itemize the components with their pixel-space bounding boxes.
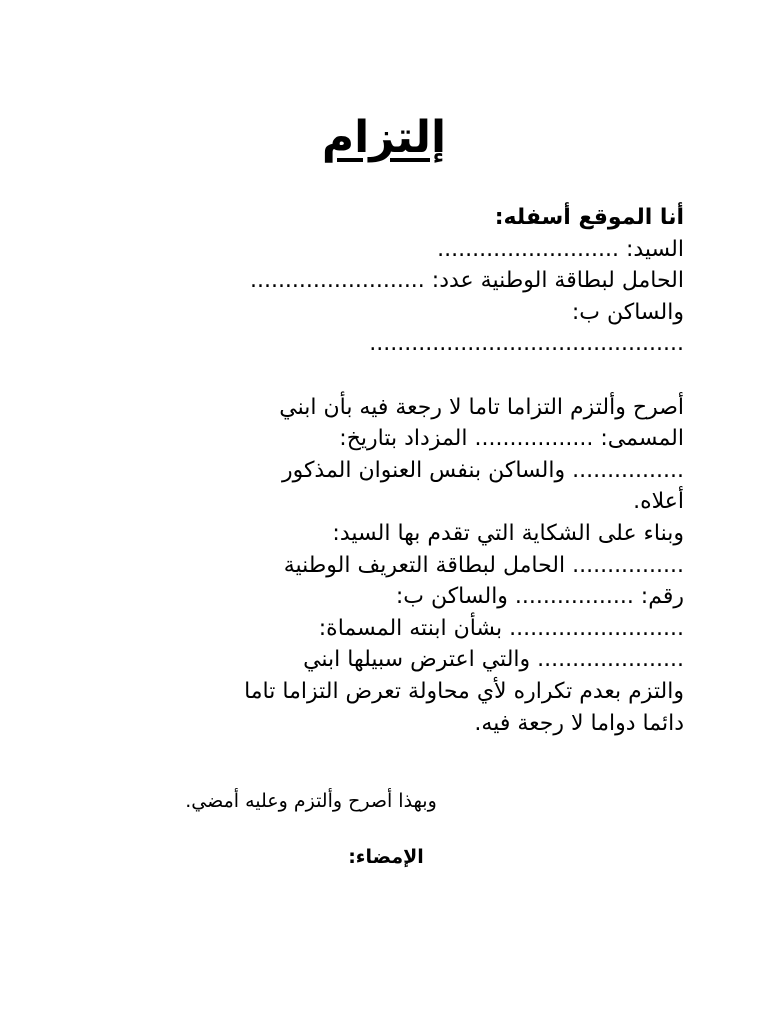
residence-label-line: والساكن ب: [571,299,684,325]
document-body [110,202,684,739]
complaint-line-2: ................ الحامل لبطاقة التعريف الوطنية [283,552,684,578]
pledge-line-2: دائما دواما لا رجعة فيه. [474,710,684,736]
paragraph-spacer [110,360,684,392]
pledge-line-1: والتزم بعدم تكراره لأي محاولة تعرض التزاما تاما [244,678,684,704]
complaint-line-1: وبناء على الشكاية التي تقدم بها السيد: [332,520,684,546]
name-line: السيد: .......................... [437,236,684,262]
id-card-line: الحامل لبطاقة الوطنية عدد: ......................... [249,268,684,294]
signature-label: الإمضاء: [348,846,424,868]
closing-statement-block [0,790,768,812]
commitment-line-2: المسمى: ................. المزداد بتاريخ: [339,426,684,452]
commitment-line-1: أصرح وألتزم التزاما تاما لا رجعة فيه بأن ابني [279,394,684,420]
complaint-line-3: رقم: ................. والساكن ب: [395,584,684,610]
commitment-line-4: أعلاه. [633,489,684,515]
document-title: إلتزام [321,112,447,163]
commitment-line-3: ................ والساكن بنفس العنوان المذكور [281,457,684,483]
signature-block [0,846,768,868]
complaint-line-4: ......................... بشأن ابنته المسماة: [318,615,684,641]
closing-statement: وبهذا أصرح وألتزم وعليه أمضي. [185,790,437,812]
residence-dots-line: ............................................. [369,331,684,357]
undersigned-heading: أنا الموقع أسفله: [494,205,684,230]
complaint-line-5: ..................... والتي اعترض سبيلها ابني [303,647,684,673]
